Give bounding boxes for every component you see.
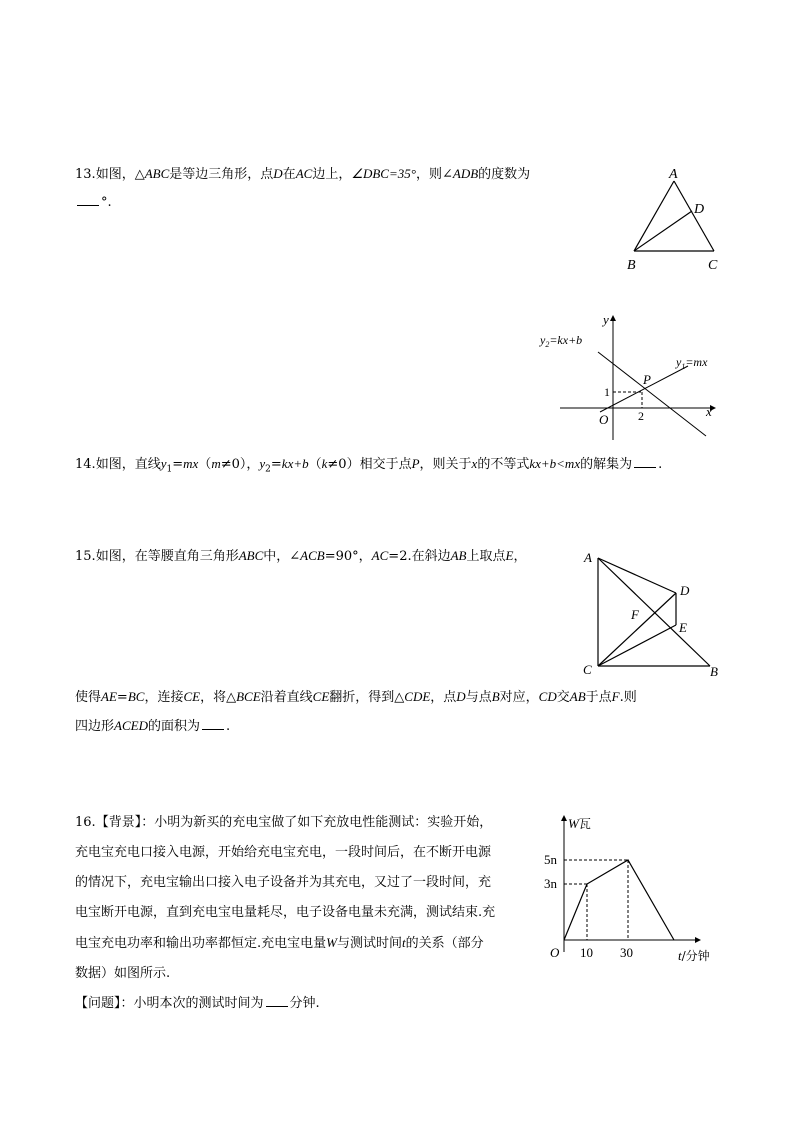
q15-label-b: B [710,664,718,679]
q13-label-d: D [694,202,705,217]
q15-label-f: F [631,607,639,622]
q16-x-tick-10: 10 [580,945,593,960]
answer-blank[interactable] [202,715,224,730]
q14-tick-y: 1 [604,385,610,399]
q13-line2: °. [75,189,595,217]
q15-triangle-figure [578,548,728,683]
q16-y-axis-label: W瓦 [568,816,591,831]
q16-x-tick-30: 30 [620,945,633,960]
q16-line3: 的情况下，充电宝输出口接入电子设备并为其充电，又过了一段时间，充 [75,875,492,890]
q15-line3: 四边形ACED的面积为 . [75,712,735,741]
answer-blank[interactable] [77,191,99,206]
question-15-line1: 15.如图，在等腰直角三角形ABC中，∠ACB=90°，AC=2.在斜边AB上取点E， [75,548,527,564]
question-16 [75,808,545,1019]
q13-line1: 13.如图，△ABC是等边三角形，点D在AC边上，∠DBC=35°，则∠ADB的度数为 [75,166,531,182]
question-15-continued [75,683,735,741]
answer-blank[interactable] [266,992,288,1007]
q14-origin-label: O [599,412,609,427]
q14-x-axis-label: x [706,404,712,419]
q13-triangle-figure [620,165,740,280]
q13-label-a: A [669,167,678,182]
q16-y-tick-3n: 3n [544,876,557,891]
q14-point-p: P [643,372,651,387]
q15-label-d: D [680,583,690,598]
q16-graph-figure [540,812,730,967]
q14-graph-figure [540,312,720,442]
answer-blank[interactable] [634,453,656,468]
q16-line7: 【问题】：小明本次的测试时间为 分钟. [75,989,545,1019]
q16-line1: 16.【背景】：小明为新买的充电宝做了如下充放电性能测试：实验开始， [75,815,493,830]
q16-line4: 电宝断开电源，直到充电宝电量耗尽，电子设备电量未充满，测试结束.充 [75,905,496,920]
q15-line2: 使得AE=BC，连接CE，将△BCE沿着直线CE翻折，得到△CDE，点D与点B对应，CD交AB于点F.则 [75,689,637,705]
q16-origin-label: O [550,945,560,960]
question-13 [75,160,595,217]
q16-line6: 数据）如图所示. [75,966,171,981]
q15-label-a: A [584,550,592,565]
q15-label-e: E [679,620,687,635]
q14-line2-label: $y_2=kx+b$ [540,333,583,349]
q15-label-c: C [583,662,592,677]
q14-tick-x: 2 [638,409,644,423]
q14-line1-label: $y_1=mx$ [676,355,708,371]
q14-y-axis-label: y [603,312,609,327]
q13-label-c: C [708,258,718,273]
q16-line5: 电宝充电功率和输出功率都恒定.充电宝电量W与测试时间t的关系（部分 [75,935,484,951]
q16-y-tick-5n: 5n [544,852,557,867]
q16-x-axis-label: t/分钟 [678,948,710,963]
question-14: 14.如图，直线$y_1=mx(m\ne 0)$，$y_2=kx+b(k\ne 0)$相交于点P，则关于x的不等式kx+b<mx的解集为 . [75,450,735,484]
q16-line2: 充电宝充电口接入电源，开始给充电宝充电，一段时间后，在不断开电源 [75,845,492,860]
q13-label-b: B [627,258,636,273]
